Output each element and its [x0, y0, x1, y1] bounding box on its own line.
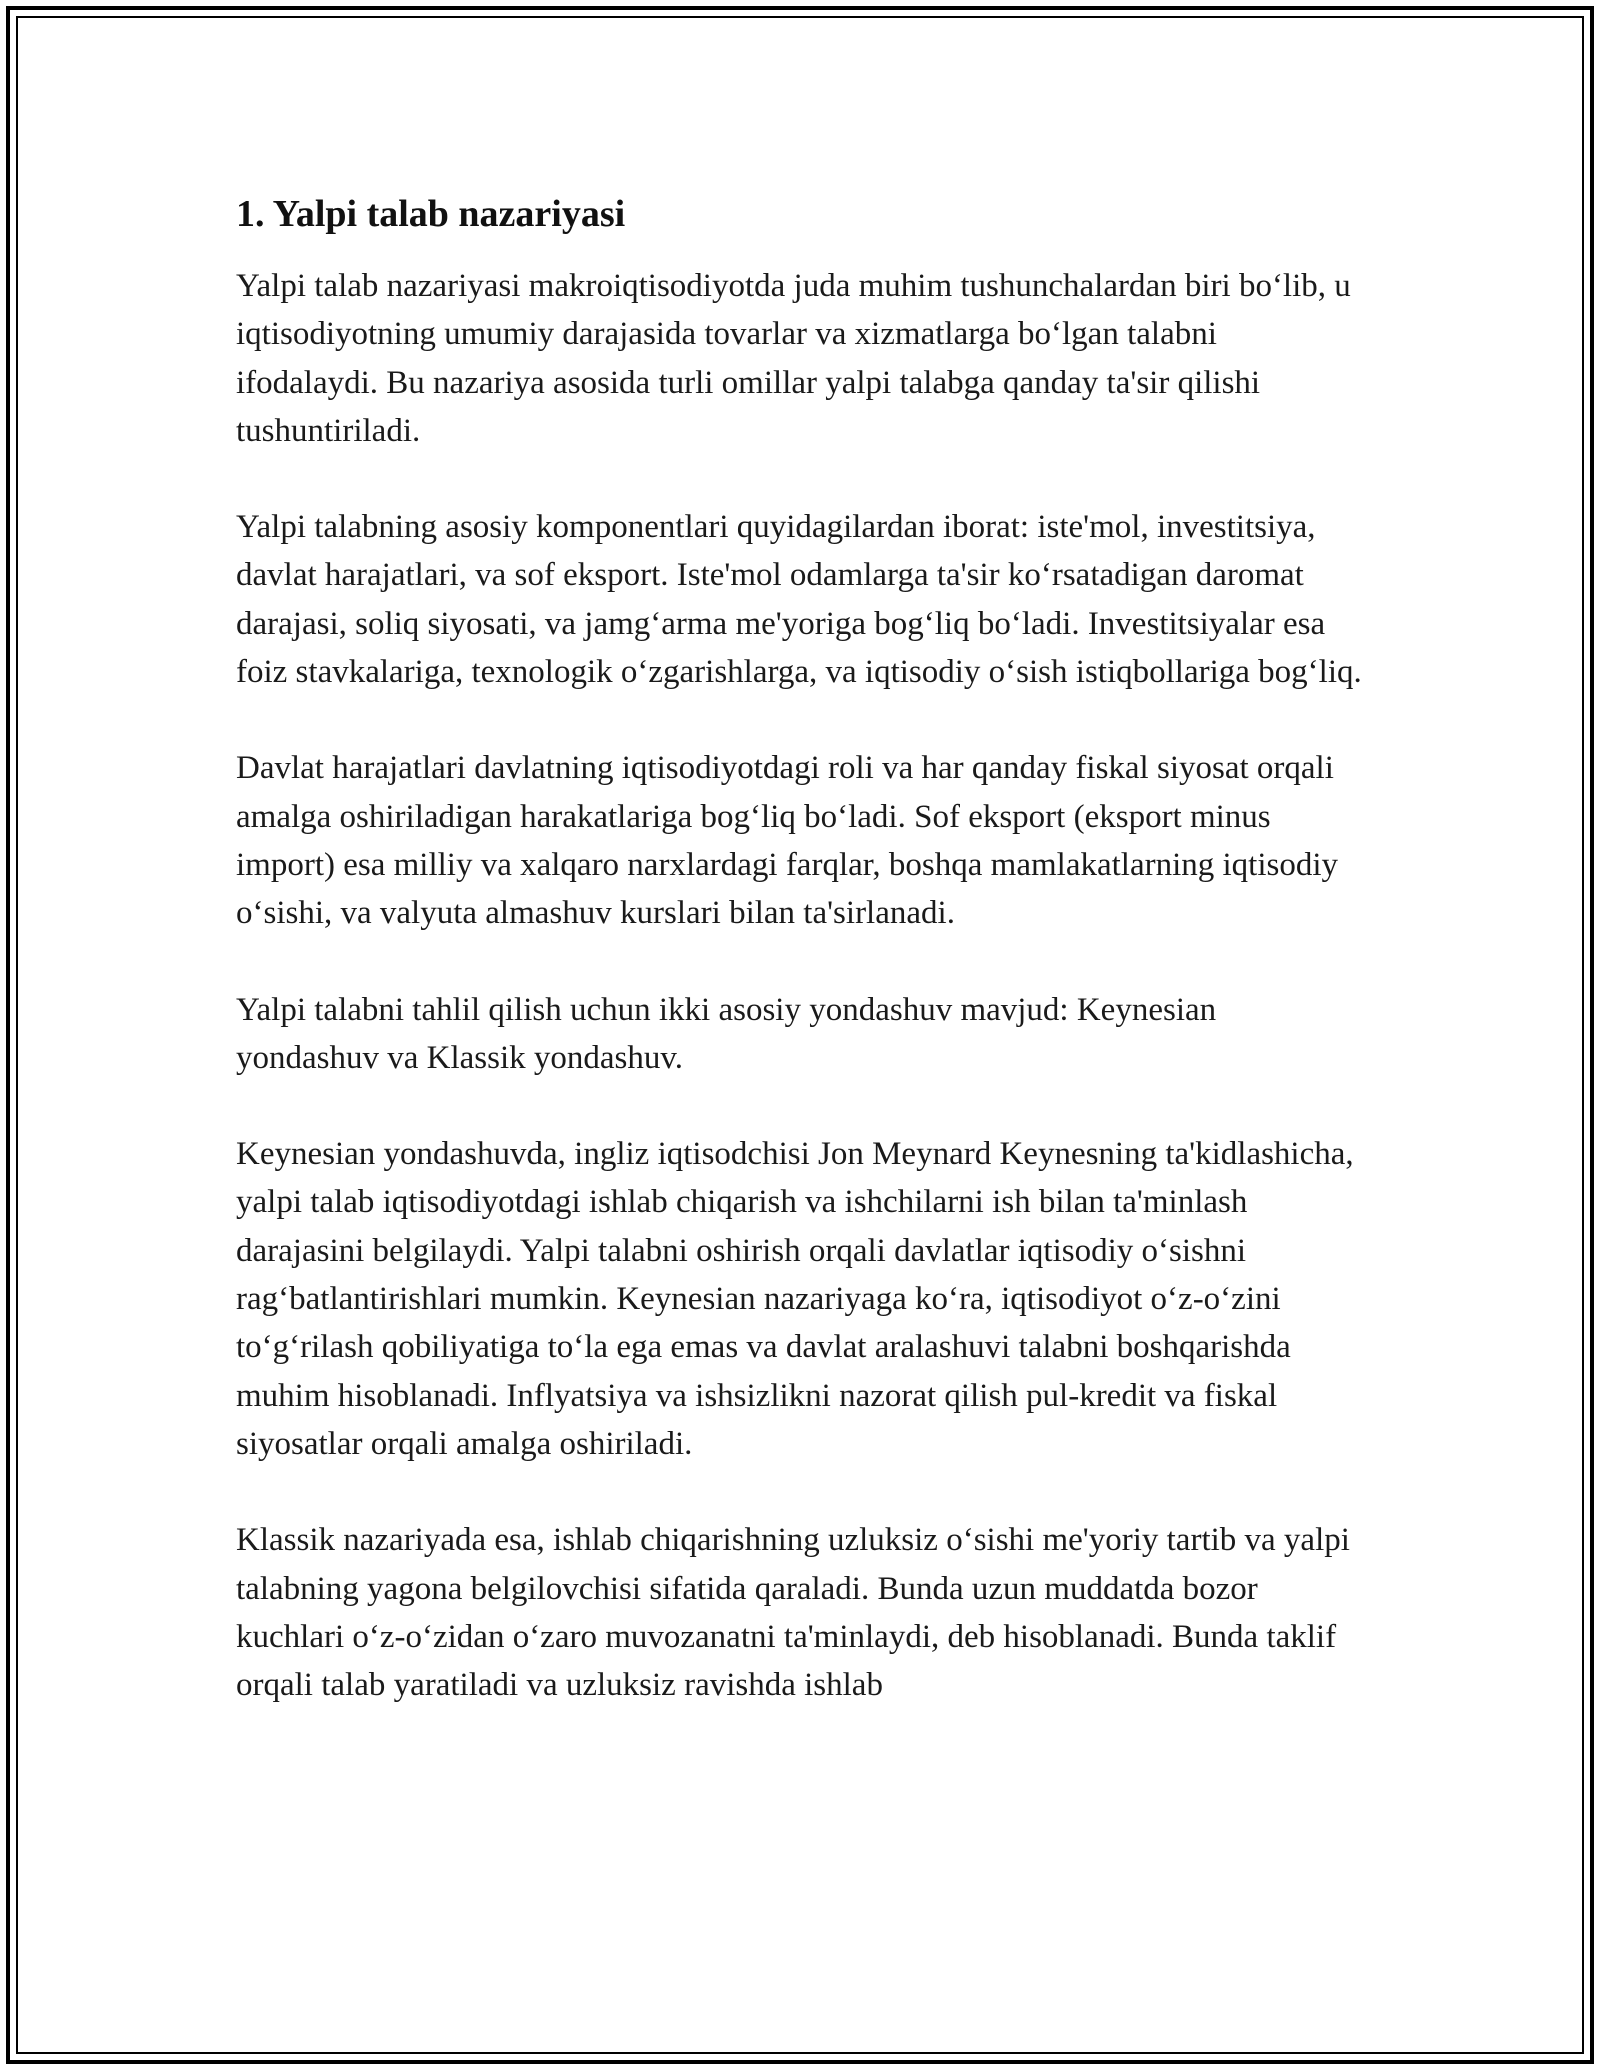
document-body: [236, 188, 1366, 1757]
paragraph-classical: Klassik nazariyada esa, ishlab chiqarishning uzluksiz o‘sishi me'yoriy tartib va yalpi talabning yagona belgilovchisi sifatida qaraladi. Bunda uzun muddatda bozor kuchlari o‘z-o‘zidan o‘zaro muvozanatni ta'minlaydi, deb hisoblanadi. Bunda taklif orqali talab yaratiladi va uzluksiz ravishda ishlab: [236, 1522, 1350, 1704]
paragraph-government-export: Davlat harajatlari davlatning iqtisodiyotdagi roli va har qanday fiskal siyosat orqali amalga oshiriladigan harakatlariga bog‘liq bo‘ladi. Sof eksport (eksport minus import) esa milliy va xalqaro narxlardagi farqlar, boshqa mamlakatlarning iqtisodiy o‘sishi, va valyuta almashuv kurslari bilan ta'sirlanadi.: [236, 750, 1339, 932]
paragraph-components: Yalpi talabning asosiy komponentlari quyidagilardan iborat: iste'mol, investitsiya, davlat harajatlari, va sof eksport. Iste'mol odamlarga ta'sir ko‘rsatadigan daromat darajasi, soliq siyosati, va jamg‘arma me'yoriga bog‘liq bo‘ladi. Investitsiyalar esa foiz stavkalariga, texnologik o‘zgarishlarga, va iqtisodiy o‘sish istiqbollariga bog‘liq.: [236, 509, 1362, 691]
paragraph-approaches: Yalpi talabni tahlil qilish uchun ikki asosiy yondashuv mavjud: Keynesian yondashuv va Klassik yondashuv.: [236, 991, 1217, 1076]
paragraph-keynesian: Keynesian yondashuvda, ingliz iqtisodchisi Jon Meynard Keynesning ta'kidlashicha, yalpi talab iqtisodiyotdagi ishlab chiqarish va ishchilarni ish bilan ta'minlash darajasini belgilaydi. Yalpi talabni oshirish orqali davlatlar iqtisodiy o‘sishni rag‘batlantirishlari mumkin. Keynesian nazariyaga ko‘ra, iqtisodiyot o‘z-o‘zini to‘g‘rilash qobiliyatiga to‘la ega emas va davlat aralashuvi talabni boshqarishda muhim hisoblanadi. Inflyatsiya va ishsizlikni nazorat qilish pul-kredit va fiskal siyosatlar orqali amalga oshiriladi.: [236, 1136, 1354, 1462]
section-heading: 1. Yalpi talab nazariyasi: [236, 193, 626, 235]
paragraph-intro: Yalpi talab nazariyasi makroiqtisodiyotda juda muhim tushunchalardan biri bo‘lib, u iqtisodiyotning umumiy darajasida tovarlar va xizmatlarga bo‘lgan talabni ifodalaydi. Bu nazariya asosida turli omillar yalpi talabga qanday ta'sir qilishi tushuntiriladi.: [236, 268, 1351, 449]
